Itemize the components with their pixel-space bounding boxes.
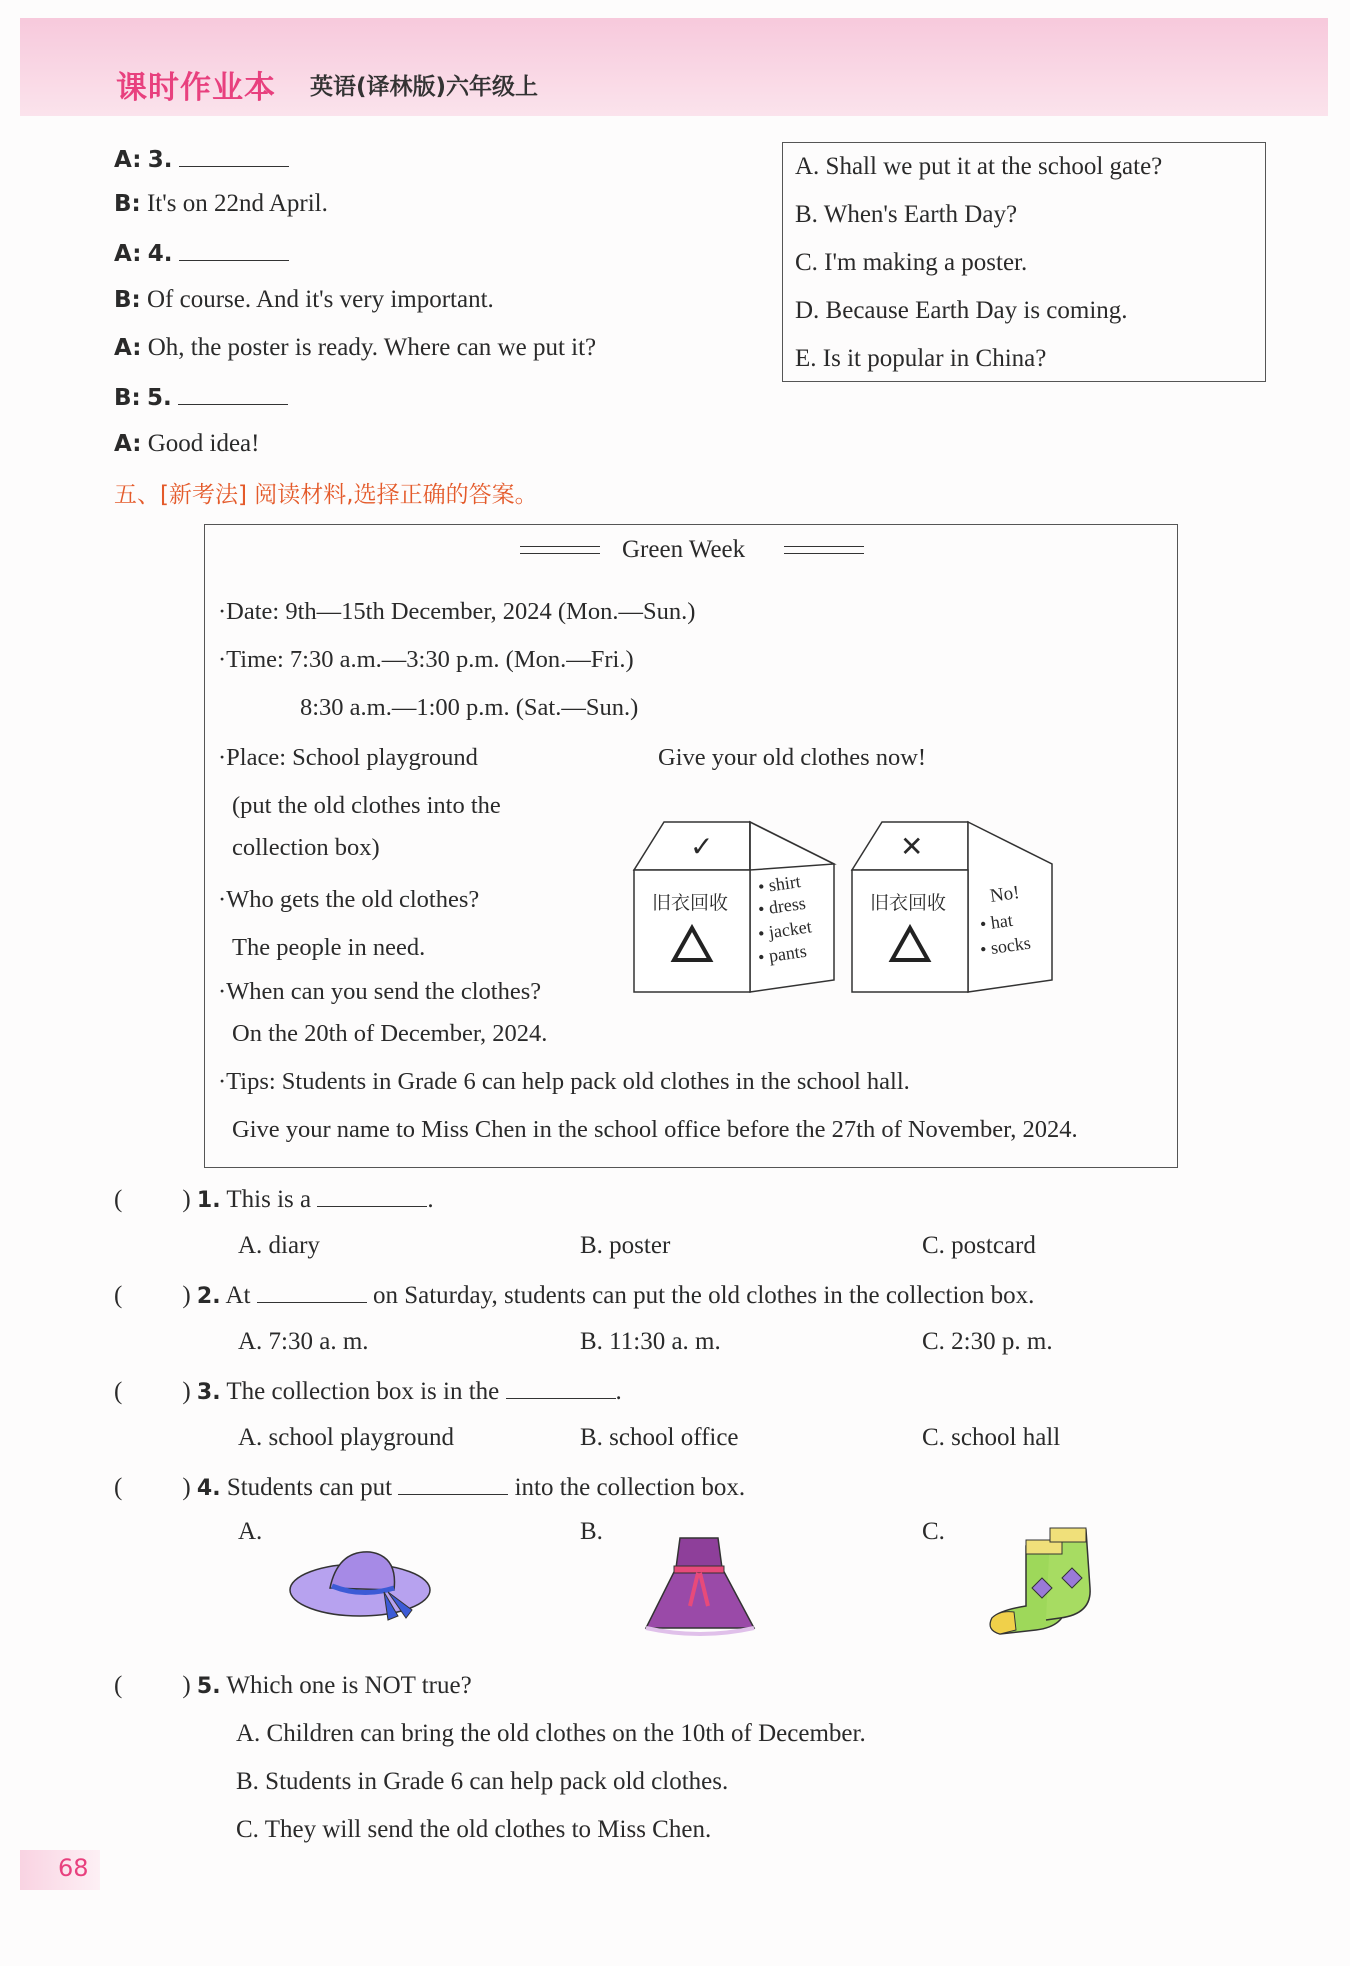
box2-no: No! (988, 882, 1021, 907)
question-1: ( ) 1. This is a . (114, 1186, 434, 1213)
box2-label: 旧衣回收 (870, 892, 947, 914)
q3-option-c: C. school hall (922, 1424, 1061, 1451)
gw-tips1: ·Tips: Students in Grade 6 can help pack old clothes in the school hall. (218, 1068, 910, 1095)
question-4: ( ) 4. Students can put into the collection box. (114, 1474, 746, 1501)
dialogue-line-1: A: 3. (114, 144, 289, 174)
answer-blank[interactable] (257, 1280, 367, 1303)
box1-item-pants: • pants (756, 940, 808, 968)
gw-place2: (put the old clothes into the (232, 792, 501, 819)
question-3: ( ) 3. The collection box is in the . (114, 1378, 622, 1405)
gw-place3: collection box) (232, 834, 380, 861)
q4-option-a: A. (238, 1518, 263, 1545)
answer-blank[interactable] (178, 382, 288, 405)
q1-option-c: C. postcard (922, 1232, 1036, 1259)
q3-option-b: B. school office (580, 1424, 739, 1451)
dialogue-line-7: A: Good idea! (114, 430, 260, 457)
option-a: A. Shall we put it at the school gate? (795, 153, 1163, 180)
q5-option-a: A. Children can bring the old clothes on the 10th of December. (236, 1720, 866, 1747)
answer-blank[interactable] (398, 1472, 508, 1495)
dialogue-line-2: B: It's on 22nd April. (114, 190, 328, 217)
dialogue-line-3: A: 4. (114, 238, 289, 268)
gw-who-a: The people in need. (232, 934, 426, 961)
page-number: 68 (58, 1854, 89, 1882)
q4-option-c: C. (922, 1518, 945, 1545)
dialogue-line-6: B: 5. (114, 382, 288, 412)
check-mark-icon: ✓ (690, 832, 714, 863)
page-number-tab (20, 1850, 100, 1890)
gw-when-a: On the 20th of December, 2024. (232, 1020, 548, 1047)
q5-option-b: B. Students in Grade 6 can help pack old clothes. (236, 1768, 729, 1795)
answer-blank[interactable] (179, 238, 289, 261)
box2-item-socks: • socks (978, 932, 1032, 960)
cross-mark-icon: ✕ (900, 832, 924, 863)
hat-picture (288, 1540, 438, 1630)
box1-item-jacket: • jacket (756, 916, 813, 944)
option-e: E. Is it popular in China? (795, 345, 1047, 372)
gw-time1: ·Time: 7:30 a.m.—3:30 p.m. (Mon.—Fri.) (218, 646, 634, 673)
gw-tips2: Give your name to Miss Chen in the school office before the 27th of November, 2024. (232, 1116, 1078, 1143)
box1-label: 旧衣回收 (652, 892, 729, 914)
gw-give: Give your old clothes now! (658, 744, 927, 771)
answer-blank[interactable] (506, 1376, 616, 1399)
q2-option-b: B. 11:30 a. m. (580, 1328, 721, 1355)
q2-option-a: A. 7:30 a. m. (238, 1328, 369, 1355)
q1-option-a: A. diary (238, 1232, 320, 1259)
answer-blank[interactable] (317, 1184, 427, 1207)
q1-option-b: B. poster (580, 1232, 671, 1259)
question-5: ( ) 5. Which one is NOT true? (114, 1672, 472, 1699)
q4-option-b: B. (580, 1518, 603, 1545)
answer-blank[interactable] (179, 144, 289, 167)
box1-item-dress: • dress (756, 892, 807, 920)
gw-when-q: ·When can you send the clothes? (218, 978, 542, 1005)
option-c: C. I'm making a poster. (795, 249, 1028, 276)
book-subtitle: 英语(译林版)六年级上 (310, 74, 539, 100)
dress-picture (630, 1528, 770, 1638)
gw-place: ·Place: School playground (218, 744, 478, 771)
gw-who-q: ·Who gets the old clothes? (218, 886, 480, 913)
question-2: ( ) 2. At on Saturday, students can put the old clothes in the collection box. (114, 1282, 1035, 1309)
gw-time2: 8:30 a.m.—1:00 p.m. (Sat.—Sun.) (300, 694, 639, 721)
box2-item-hat: • hat (978, 909, 1014, 935)
q5-option-c: C. They will send the old clothes to Miss Chen. (236, 1816, 712, 1843)
options-box (782, 142, 1266, 382)
q3-option-a: A. school playground (238, 1424, 454, 1451)
socks-picture (986, 1526, 1098, 1642)
book-title: 课时作业本 (116, 70, 276, 106)
dialogue-line-4: B: Of course. And it's very important. (114, 286, 494, 313)
box1-item-shirt: • shirt (756, 871, 802, 897)
gw-date: ·Date: 9th—15th December, 2024 (Mon.—Sun.) (218, 598, 696, 625)
title-rule-right (784, 546, 864, 554)
title-rule-left (520, 546, 600, 554)
dialogue-line-5: A: Oh, the poster is ready. Where can we put it? (114, 334, 597, 361)
option-d: D. Because Earth Day is coming. (795, 297, 1128, 324)
green-week-title: Green Week (622, 536, 746, 563)
option-b: B. When's Earth Day? (795, 201, 1018, 228)
section-title: 五、[新考法] 阅读材料,选择正确的答案。 (114, 482, 538, 508)
q2-option-c: C. 2:30 p. m. (922, 1328, 1053, 1355)
